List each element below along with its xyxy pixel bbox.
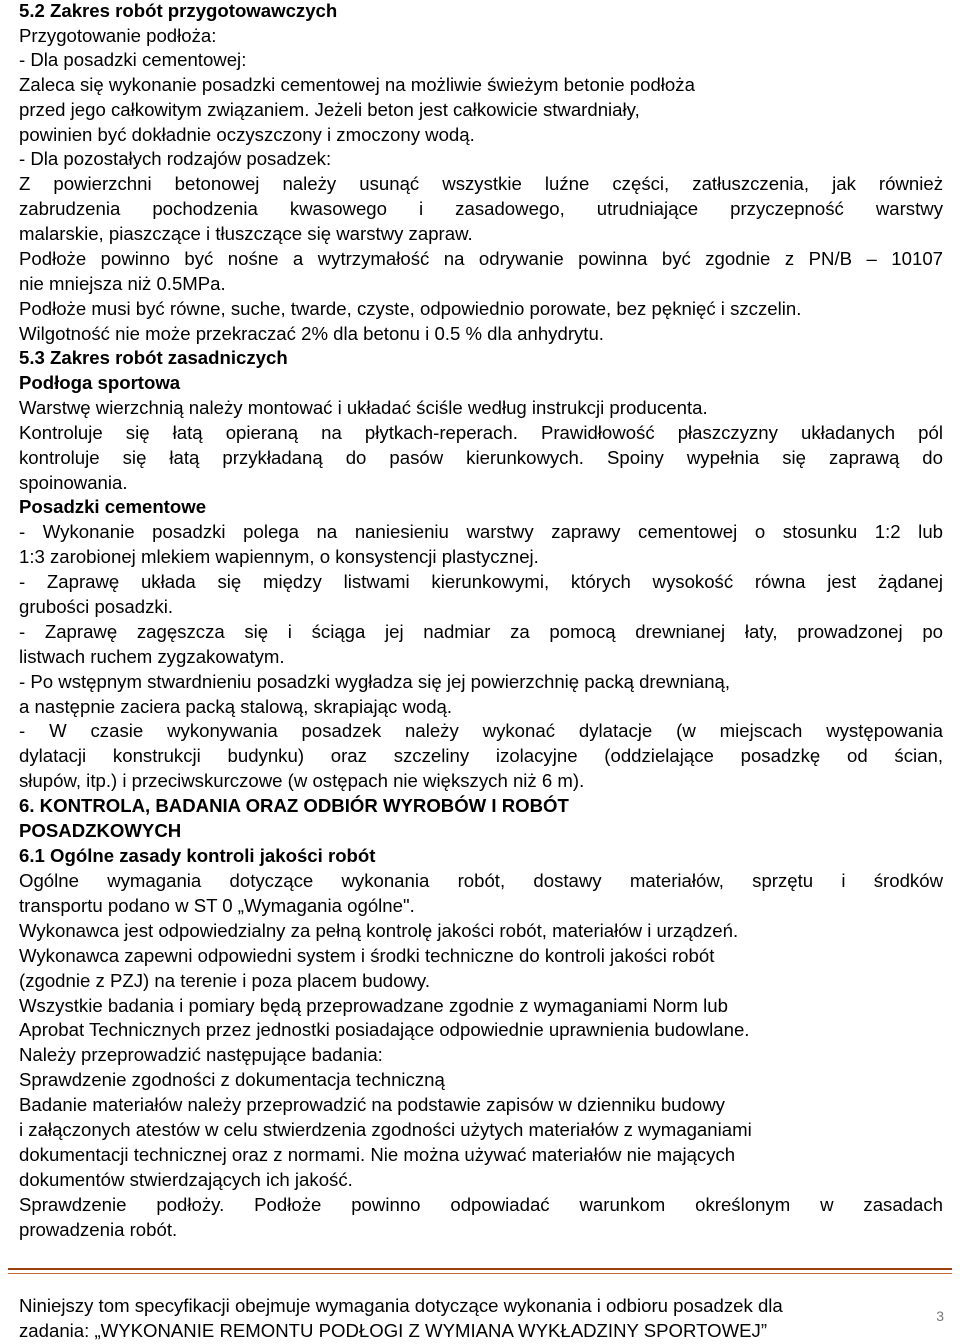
text-line: słupów, itp.) i przeciwskurczowe (w ostępach nie większych niż 6 m).	[19, 770, 585, 791]
footer-line-1: Niniejszy tom specyfikacji obejmuje wymagania dotyczące wykonania i odbioru posadzek dla	[19, 1295, 783, 1316]
section-heading: 6. KONTROLA, BADANIA ORAZ ODBIÓR WYROBÓW I ROBÓT	[19, 795, 569, 816]
text-line: Aprobat Technicznych przez jednostki posiadające odpowiednie uprawnienia budowlane.	[19, 1019, 750, 1040]
section-heading: 5.2 Zakres robót przygotowawczych	[19, 0, 338, 21]
text-line: - Zaprawę zagęszcza się i ściąga jej nadmiar za pomocą drewnianej łaty, prowadzonej po	[19, 621, 943, 642]
text-line: Sprawdzenie podłoży. Podłoże powinno odpowiadać warunkom określonym w zasadach	[19, 1194, 943, 1215]
text-line: Badanie materiałów należy przeprowadzić na podstawie zapisów w dzienniku budowy	[19, 1094, 725, 1115]
text-line: malarskie, piaszczące i tłuszczące się warstwy zapraw.	[19, 223, 473, 244]
text-line: grubości posadzki.	[19, 596, 173, 617]
footer-line-2: zadania: „WYKONANIE REMONTU PODŁOGI Z WYMIANA WYKŁADZINY SPORTOWEJ”	[19, 1320, 768, 1341]
text-line: Kontroluje się łatą opieraną na płytkach-reperach. Prawidłowość płaszczyzny układanych pól	[19, 422, 943, 443]
text-line: i załączonych atestów w celu stwierdzenia zgodności użytych materiałów z wymaganiami	[19, 1119, 752, 1140]
section-heading: 6.1 Ogólne zasady kontroli jakości robót	[19, 845, 376, 866]
text-line: Wykonawca zapewni odpowiedni system i środki techniczne do kontroli jakości robót	[19, 945, 715, 966]
text-line: (zgodnie z PZJ) na terenie i poza placem budowy.	[19, 970, 430, 991]
text-line: 1:3 zarobionej mlekiem wapiennym, o konsystencji plastycznej.	[19, 546, 539, 567]
text-line: Ogólne wymagania dotyczące wykonania robót, dostawy materiałów, sprzętu i środków	[19, 870, 943, 891]
section-heading: POSADZKOWYCH	[19, 820, 182, 841]
text-line: Podłoże powinno być nośne a wytrzymałość na odrywanie powinna być zgodnie z PN/B – 10107	[19, 248, 943, 269]
text-line: Podłoże musi być równe, suche, twarde, czyste, odpowiednio porowate, bez pęknięć i szczelin.	[19, 298, 802, 319]
text-line: listwach ruchem zygzakowatym.	[19, 646, 285, 667]
text-line: Należy przeprowadzić następujące badania:	[19, 1044, 383, 1065]
section-heading: Podłoga sportowa	[19, 372, 181, 393]
text-line: - Zaprawę układa się między listwami kierunkowymi, których wysokość równa jest żądanej	[19, 571, 943, 592]
text-line: zabrudzenia pochodzenia kwasowego i zasadowego, utrudniające przyczepność warstwy	[19, 198, 943, 219]
text-line: Wykonawca jest odpowiedzialny za pełną kontrolę jakości robót, materiałów i urządzeń.	[19, 920, 739, 941]
text-line: nie mniejsza niż 0.5MPa.	[19, 273, 226, 294]
text-line: Przygotowanie podłoża:	[19, 25, 217, 46]
footer-divider	[8, 1268, 952, 1270]
text-line: Wszystkie badania i pomiary będą przeprowadzane zgodnie z wymaganiami Norm lub	[19, 995, 728, 1016]
text-line: prowadzenia robót.	[19, 1219, 178, 1240]
text-line: Wilgotność nie może przekraczać 2% dla betonu i 0.5 % dla anhydrytu.	[19, 323, 604, 344]
text-line: dylatacji konstrukcji budynku) oraz szczeliny izolacyjne (oddzielające posadzkę od ścian,	[19, 745, 943, 766]
text-line: Warstwę wierzchnią należy montować i układać ściśle według instrukcji producenta.	[19, 397, 708, 418]
text-line: dokumentów stwierdzających ich jakość.	[19, 1169, 353, 1190]
text-line: kontroluje się łatą przykładaną do pasów kierunkowych. Spoiny wypełnia się zaprawą do	[19, 447, 943, 468]
page-number: 3	[936, 1308, 944, 1324]
text-line: - Dla pozostałych rodzajów posadzek:	[19, 148, 332, 169]
text-line: - Wykonanie posadzki polega na naniesieniu warstwy zaprawy cementowej o stosunku 1:2 lub	[19, 521, 943, 542]
text-line: Zaleca się wykonanie posadzki cementowej na możliwie świeżym betonie podłoża	[19, 74, 695, 95]
text-line: - Po wstępnym stwardnieniu posadzki wygładza się jej powierzchnię packą drewnianą,	[19, 671, 731, 692]
text-line: Sprawdzenie zgodności z dokumentacja techniczną	[19, 1069, 445, 1090]
section-heading: 5.3 Zakres robót zasadniczych	[19, 347, 288, 368]
text-line: - Dla posadzki cementowej:	[19, 49, 247, 70]
text-line: powinien być dokładnie oczyszczony i zmoczony wodą.	[19, 124, 475, 145]
section-heading: Posadzki cementowe	[19, 496, 207, 517]
text-line: a następnie zaciera packą stalową, skrapiając wodą.	[19, 696, 453, 717]
text-line: przed jego całkowitym związaniem. Jeżeli beton jest całkowicie stwardniały,	[19, 99, 640, 120]
footer-divider-thin	[8, 1273, 952, 1274]
text-line: spoinowania.	[19, 472, 128, 493]
text-line: - W czasie wykonywania posadzek należy wykonać dylatacje (w miejscach występowania	[19, 720, 943, 741]
text-line: Z powierzchni betonowej należy usunąć wszystkie luźne części, zatłuszczenia, jak również	[19, 173, 943, 194]
text-line: transportu podano w ST 0 „Wymagania ogólne".	[19, 895, 415, 916]
text-line: dokumentacji technicznej oraz z normami. Nie można używać materiałów nie mających	[19, 1144, 736, 1165]
